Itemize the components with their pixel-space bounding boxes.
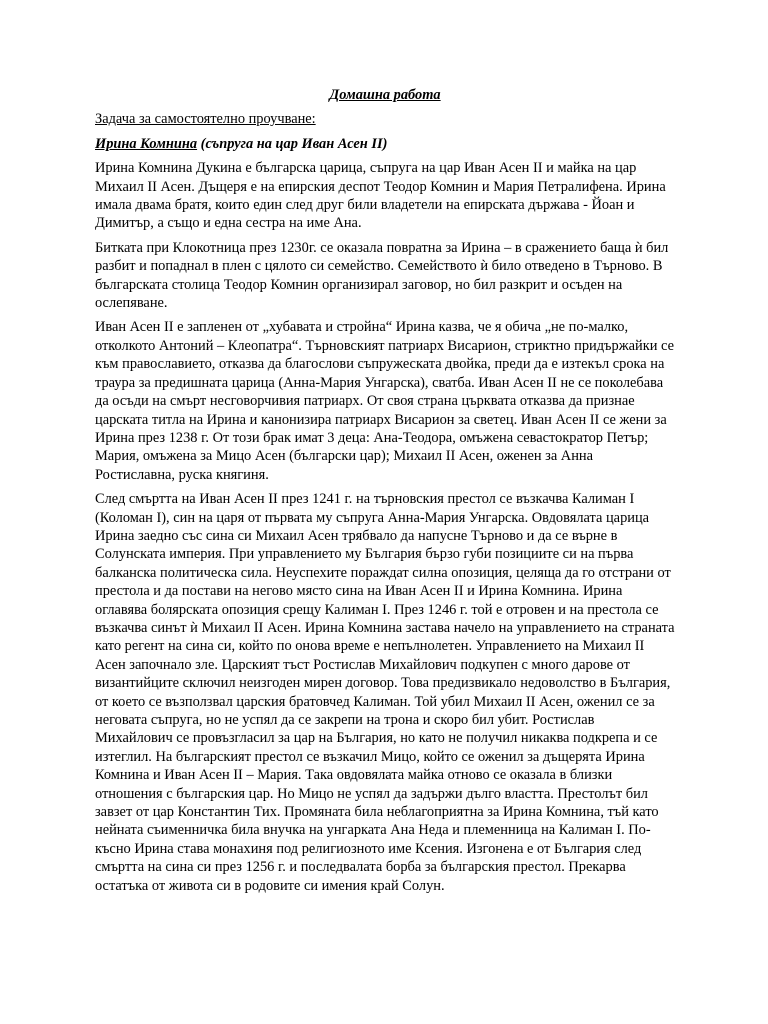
task-line: Задача за самостоятелно проучване:	[95, 111, 316, 128]
heading-name: Ирина Комнина	[95, 135, 198, 152]
paragraph-klokotnitsa: Битката при Клокотница през 1230г. се оказала повратна за Ирина – в сражението баща ѝ бил разбит и попаднал в плен с цялото си семейство. Семейството ѝ било отведено в Търново. В българската столица Теодор Комнин организирал заговор, но бил разкрит и осъден на ослепяване.	[95, 239, 669, 312]
heading-subtitle: (съпруга на цар Иван Асен II)	[197, 135, 388, 152]
document-title: Домашна работа	[329, 87, 441, 103]
paragraph-marriage: Иван Асен II е запленен от „хубавата и стройна“ Ирина казва, че я обича „не по-малко, отколкото Антоний – Клеопатра“. Търновският патриарх Висарион, стриктно придържайки се към православието, отказва да благослови съпружеската двойка, преди да е изтекъл срока на траура за предишната царица (Анна-Мария Унгарска), сватба. Иван Асен II не се поколебава да осъди на смърт несговорчивия патриарх. От своя страна църквата отказва да признае царската титла на Ирина и канонизира патриарх Висарион за светец. Иван Асен II се жени за Ирина през 1238 г. От този брак имат 3 деца: Ана-Теодора, омъжена севастократор Петър; Мария, омъжена за Мицо Асен (български цар); Михаил II Асен, оженен за Анна Ростиславна, руска княгиня.	[95, 319, 674, 483]
paragraph-intro: Ирина Комнина Дукина е българска царица, съпруга на цар Иван Асен II и майка на цар Михаил II Асен. Дъщеря е на епирския деспот Теодор Комнин и Мария Петралифена. Ирина имала двама братя, които един след друг били владетели на епирската държава - Йоан и Димитър, а също и една сестра на име Ана.	[95, 160, 666, 232]
document-page	[95, 86, 675, 901]
section-heading	[95, 135, 675, 153]
paragraph-later-life: След смъртта на Иван Асен II през 1241 г. на търновския престол се възкачва Калиман I (Коломан I), син на царя от първата му съпруга Анна-Мария Унгарска. Овдовялата царица Ирина заедно със сина си Михаил Асен трябвало да напусне Търново и да се върне в Солунската империя. При управлението му България бързо губи позициите си на първа балканска политическа сила. Неуспехите пораждат силна опозиция, целяща да го отстрани от престола и да постави на негово място сина на Иван Асен II и Ирина Комнина. Ирина оглавява болярската опозиция срещу Калиман I. През 1246 г. той е отровен и на престола се възкачва синът ѝ Михаил II Асен. Ирина Комнина застава начело на управлението на страната като регент на сина си, който по онова време е непълнолетен. Управлението на Михаил II Асен започнало зле. Царският тъст Ростислав Михайлович подкупен с много дарове от византийците сключил неизгоден мирен договор. Това предизвикало недоволство в България, от което се възползвал царския братовчед Калиман. Той убил Михаил II Асен, оженил се за неговата съпруга, но не успял да се закрепи на трона и скоро бил убит. Ростислав Михайлович се провъзгласил за цар на България, но като не получил никаква подкрепа и се изтеглил. На българският престол се възкачил Мицо, който се оженил за дъщерята Ирина Комнина и Иван Асен II – Мария. Така овдовялата майка отново се оказала в близки отношения с българския цар. Но Мицо не успял да задържи дълго властта. Престолът бил завзет от цар Константин Тих. Промяната била неблагоприятна за Ирина Комнина, тъй като нейната съименничка била внучка на унгарката Ана Неда и племенница на Калиман I. По-късно Ирина става монахиня под религиозното име Ксения. Изгонена е от България след смъртта на сина си през 1256 г. и последвалата борба за българския престол. Прекарва остатъка от живота си в родовите си имения край Солун.	[95, 491, 675, 894]
